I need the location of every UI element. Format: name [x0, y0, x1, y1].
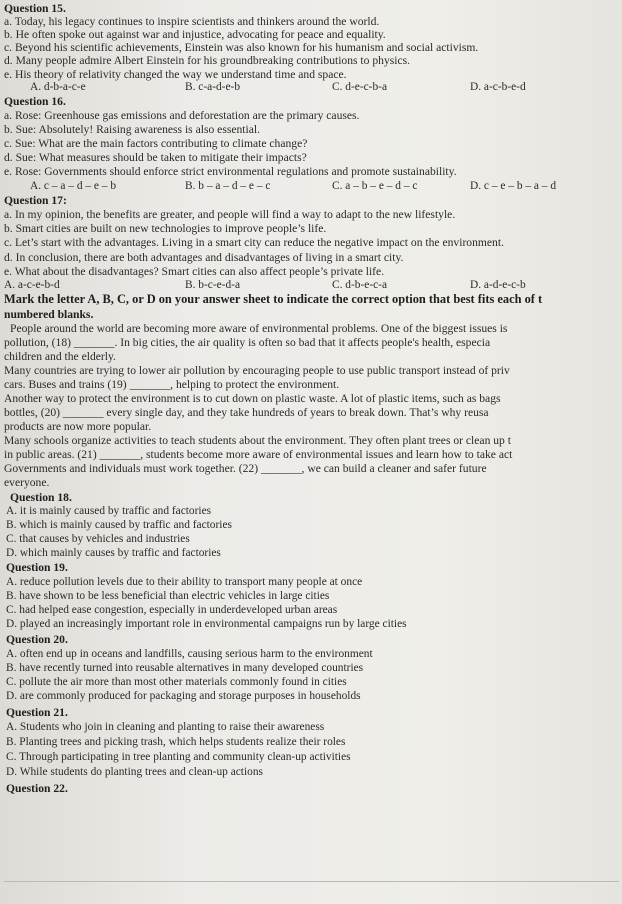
- passage-line: cars. Buses and trains (19) _______, helping to protect the environment.: [4, 378, 340, 391]
- passage-line: People around the world are becoming more aware of environmental problems. One of the biggest issues is: [10, 322, 508, 335]
- q16-option-a[interactable]: A. c – a – d – e – b: [30, 180, 117, 192]
- passage-line: Many countries are trying to lower air pollution by encouraging people to use public transport instead of priv: [4, 364, 510, 377]
- q15-sentence-d: d. Many people admire Albert Einstein for his groundbreaking contributions to physics.: [4, 54, 411, 67]
- q16-heading: Question 16.: [4, 95, 66, 108]
- q19-option-b[interactable]: B. have shown to be less beneficial than electric vehicles in large cities: [6, 590, 330, 602]
- q15-sentence-a: a. Today, his legacy continues to inspire scientists and thinkers around the world.: [4, 15, 380, 28]
- q21-option-a[interactable]: A. Students who join in cleaning and planting to raise their awareness: [6, 721, 325, 733]
- q17-sentence-b: b. Smart cities are built on new technologies to improve people’s life.: [4, 222, 327, 235]
- q17-sentence-c: c. Let’s start with the advantages. Living in a smart city can reduce the negative impact on the environment.: [4, 236, 504, 249]
- passage-line: everyone.: [4, 476, 50, 489]
- passage-line: children and the elderly.: [4, 350, 116, 363]
- passage-line: Governments and individuals must work together. (22) _______, we can build a cleaner and safer future: [4, 462, 487, 475]
- passage-line: bottles, (20) _______ every single day, and they take hundreds of years to break down. That’s why reusa: [4, 406, 489, 419]
- passage-line: pollution, (18) _______. In big cities, the air quality is often so bad that it affects people's health, especia: [4, 336, 491, 349]
- q16-sentence-a: a. Rose: Greenhouse gas emissions and deforestation are the primary causes.: [4, 109, 360, 122]
- q20-option-c[interactable]: C. pollute the air more than most other materials commonly found in cities: [6, 676, 347, 688]
- q21-option-d[interactable]: D. While students do planting trees and clean-up actions: [6, 766, 263, 778]
- q15-option-a[interactable]: A. d-b-a-c-e: [30, 81, 86, 93]
- q15-sentence-e: e. His theory of relativity changed the way we understand time and space.: [4, 68, 347, 81]
- q15-option-b[interactable]: B. c-a-d-e-b: [185, 81, 241, 93]
- q17-option-d[interactable]: D. a-d-e-c-b: [470, 279, 526, 291]
- q20-heading: Question 20.: [6, 633, 68, 646]
- passage-instruction: Mark the letter A, B, C, or D on your answer sheet to indicate the correct option that best fits each of t: [4, 292, 543, 306]
- passage-line: Many schools organize activities to teach students about the environment. They often plant trees or clean up t: [4, 434, 511, 447]
- q15-option-d[interactable]: D. a-c-b-e-d: [470, 81, 526, 93]
- q15-heading: Question 15.: [4, 2, 66, 15]
- q16-sentence-b: b. Sue: Absolutely! Raising awareness is also essential.: [4, 123, 260, 136]
- q21-option-b[interactable]: B. Planting trees and picking trash, which helps students realize their roles: [6, 736, 346, 748]
- q22-heading: Question 22.: [6, 782, 68, 795]
- bottom-divider: [4, 881, 619, 882]
- q19-option-c[interactable]: C. had helped ease congestion, especially in underdeveloped urban areas: [6, 604, 338, 616]
- q15-sentence-c: c. Beyond his scientific achievements, Einstein was also known for his humanism and social activism.: [4, 41, 479, 54]
- q17-option-c[interactable]: C. d-b-e-c-a: [332, 279, 388, 291]
- q20-option-b[interactable]: B. have recently turned into reusable alternatives in many developed countries: [6, 662, 364, 674]
- q17-option-b[interactable]: B. b-c-e-d-a: [185, 279, 241, 291]
- q17-sentence-d: d. In conclusion, there are both advantages and disadvantages of living in a smart city.: [4, 251, 404, 264]
- q18-option-a[interactable]: A. it is mainly caused by traffic and factories: [6, 505, 212, 517]
- q19-option-d[interactable]: D. played an increasingly important role in environmental campaigns run by large cities: [6, 618, 407, 630]
- q19-option-a[interactable]: A. reduce pollution levels due to their ability to transport many people at once: [6, 576, 363, 588]
- q21-heading: Question 21.: [6, 706, 68, 719]
- q16-sentence-d: d. Sue: What measures should be taken to mitigate their impacts?: [4, 151, 307, 164]
- q19-heading: Question 19.: [6, 561, 68, 574]
- q16-sentence-e: e. Rose: Governments should enforce strict environmental regulations and promote sustainability.: [4, 165, 457, 178]
- passage-instruction-cont: numbered blanks.: [4, 308, 94, 321]
- q18-option-d[interactable]: D. which mainly causes by traffic and factories: [6, 547, 221, 559]
- passage-line: in public areas. (21) _______, students become more aware of environmental issues and learn how to take act: [4, 448, 513, 461]
- q16-option-c[interactable]: C. a – b – e – d – c: [332, 180, 418, 192]
- q18-option-c[interactable]: C. that causes by vehicles and industries: [6, 533, 190, 545]
- passage-line: Another way to protect the environment is to cut down on plastic waste. A lot of plastic items, such as bags: [4, 392, 501, 405]
- q17-sentence-a: a. In my opinion, the benefits are greater, and people will find a way to adapt to the new lifestyle.: [4, 208, 456, 221]
- q15-sentence-b: b. He often spoke out against war and injustice, advocating for peace and equality.: [4, 28, 386, 41]
- q20-option-d[interactable]: D. are commonly produced for packaging and storage purposes in households: [6, 690, 361, 702]
- q16-option-d[interactable]: D. c – e – b – a – d: [470, 180, 557, 192]
- q17-heading: Question 17:: [4, 194, 67, 207]
- q20-option-a[interactable]: A. often end up in oceans and landfills, causing serious harm to the environment: [6, 648, 373, 660]
- q17-option-a[interactable]: A. a-c-e-b-d: [4, 279, 60, 291]
- q16-option-b[interactable]: B. b – a – d – e – c: [185, 180, 271, 192]
- q21-option-c[interactable]: C. Through participating in tree planting and community clean-up activities: [6, 751, 351, 763]
- q18-option-b[interactable]: B. which is mainly caused by traffic and factories: [6, 519, 232, 531]
- q15-option-c[interactable]: C. d-e-c-b-a: [332, 81, 388, 93]
- q18-heading: Question 18.: [10, 491, 72, 504]
- passage-line: products are now more popular.: [4, 420, 152, 433]
- q17-sentence-e: e. What about the disadvantages? Smart cities can also affect people’s private life.: [4, 265, 385, 278]
- q16-sentence-c: c. Sue: What are the main factors contributing to climate change?: [4, 137, 308, 150]
